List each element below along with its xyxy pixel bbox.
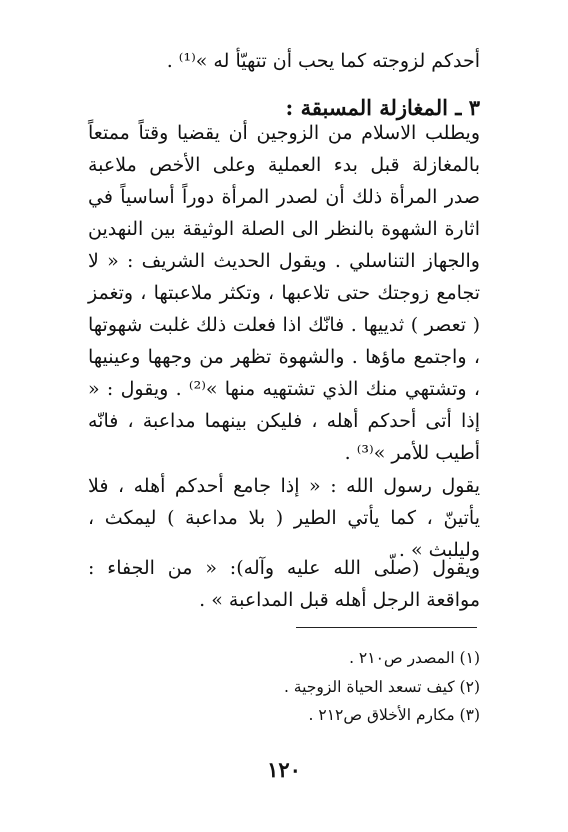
body-paragraph-1: ويطلب الاسلام من الزوجين أن يقضيا وقتاً ممتعاً بالمغازلة قبل بدء العملية وعلى الأخص ملاعبة صدر المرأة ذلك أن لصدر المرأة دوراً أساسياً في اثارة الشهوة بالنظر الى الصلة الوثيقة بين النهدين والجهاز التناسلي . ويقول الحديث الشريف : « لا تجامع زوجتك حتى تلاعبها ، وتكثر ملاعبتها ، وتغمز ( تعصر ) ثدييها . فانّك اذا فعلت ذلك غلبت شهوتها ، واجتمع ماؤها . والشهوة تظهر من وجهها وعينيها ، وتشتهي منك الذي تشتهيه منها »⁽²⁾ . ويقول : « إذا أتى أحدكم أهله ، فليكن بينهما مداعبة ، فانّه أطيب للأمر »⁽³⁾ . xyxy=(88,122,480,464)
section-heading: ٣ ـ المغازلة المسبقة : xyxy=(285,95,480,120)
body-paragraph-2: يقول رسول الله : « إذا جامع أحدكم أهله ، فلا يأتينّ ، كما يأتي الطير ( بلا مداعبة ) ليمكث ، وليلبث » . xyxy=(88,475,480,561)
footnote-3: (٣) مكارم الأخلاق ص٢١٢ . xyxy=(308,706,480,724)
continued-line: أحدكم لزوجته كما يحب أن تتهيّأ له »⁽¹⁾ . xyxy=(166,50,480,72)
footnote-2: (٢) كيف تسعد الحياة الزوجية . xyxy=(283,678,480,696)
body-paragraph-3: ويقول (صلّى الله عليه وآله): « من الجفاء : مواقعة الرجل أهله قبل المداعبة » . xyxy=(88,557,480,611)
footnote-divider xyxy=(296,627,477,628)
footnote-1: (١) المصدر ص٢١٠ . xyxy=(349,649,480,667)
page-number: ١٢٠ xyxy=(267,757,301,782)
